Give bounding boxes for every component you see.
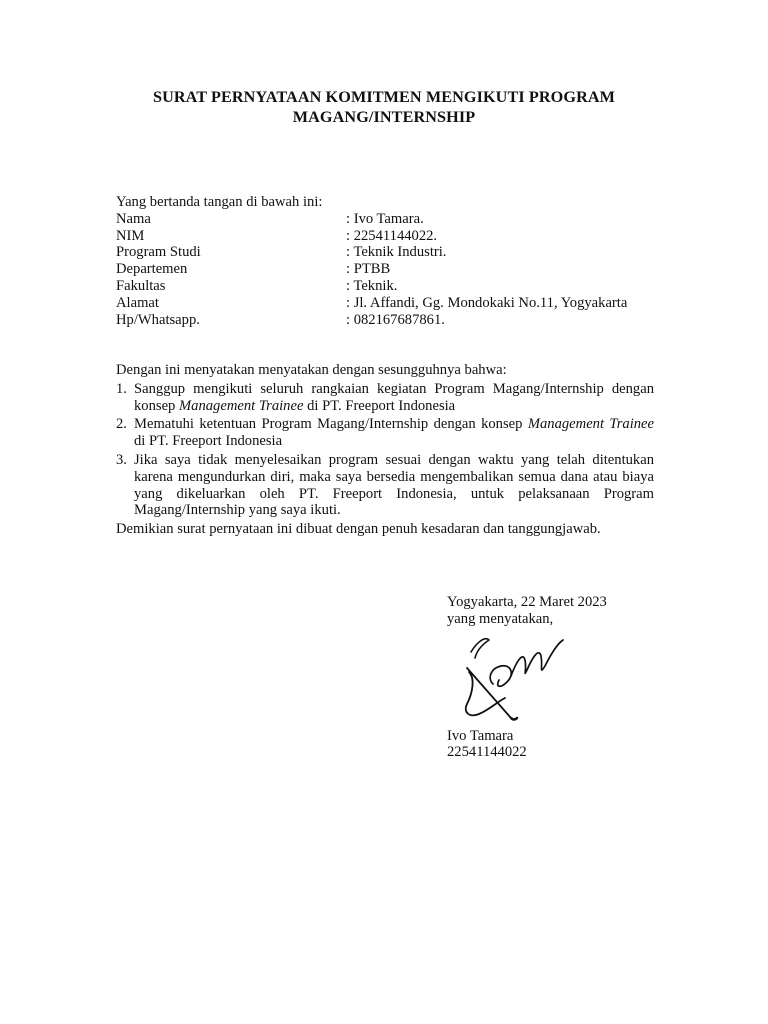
signature-place-date: Yogyakarta, 22 Maret 2023: [447, 594, 607, 610]
identity-label: NIM: [116, 227, 145, 244]
signatory-id-number: 22541144022: [447, 744, 527, 761]
identity-section: [116, 194, 656, 328]
statement-point-emphasis: Management Trainee: [527, 416, 654, 433]
identity-value: : PTBB: [346, 261, 391, 278]
identity-row-nim: [116, 228, 656, 245]
identity-label: Fakultas: [116, 277, 166, 294]
identity-row-name: [116, 211, 656, 228]
signature-block: [447, 594, 687, 761]
identity-intro: Yang bertanda tangan di bawah ini:: [116, 194, 323, 210]
letter-title-line-1: SURAT PERNYATAAN KOMITMEN MENGIKUTI PROGRAM: [152, 88, 616, 106]
statement-point: [116, 452, 654, 519]
identity-value: : Teknik Industri.: [346, 244, 447, 261]
statement-point: [116, 416, 654, 450]
letter-title: [100, 88, 668, 127]
letter-title-line-2: MAGANG/INTERNSHIP: [292, 107, 476, 126]
identity-label: Program Studi: [116, 244, 201, 261]
identity-value: : Ivo Tamara.: [346, 210, 424, 227]
identity-label: Departemen: [116, 261, 188, 278]
identity-label: Alamat: [116, 294, 159, 311]
statement-point-number: 2.: [116, 416, 127, 433]
statement-closing: Demikian surat pernyataan ini dibuat dengan penuh kesadaran dan tanggungjawab.: [116, 521, 601, 538]
identity-label: Hp/Whatsapp.: [116, 311, 200, 328]
identity-row-program-studi: [116, 244, 656, 261]
handwritten-signature: [453, 630, 577, 726]
statement-point-emphasis: Management Trainee: [179, 397, 304, 414]
statement-point-text-end: di PT. Freeport Indonesia: [303, 397, 456, 414]
identity-label: Nama: [116, 210, 151, 227]
identity-value: : Jl. Affandi, Gg. Mondokaki No.11, Yogyakarta: [346, 294, 628, 311]
identity-row-alamat: [116, 295, 656, 312]
signatory-name: Ivo Tamara: [447, 727, 514, 744]
identity-value: : Teknik.: [346, 277, 398, 294]
statement-section: [116, 362, 654, 538]
statement-point-text-end: di PT. Freeport Indonesia: [134, 433, 283, 450]
identity-row-fakultas: [116, 278, 656, 295]
statement-lead: Dengan ini menyatakan menyatakan dengan sesungguhnya bahwa:: [116, 362, 507, 378]
signature-declarant-label: yang menyatakan,: [447, 610, 554, 627]
statement-point-text: Mematuhi ketentuan Program Magang/Internship dengan konsep: [134, 416, 528, 433]
statement-point: [116, 381, 654, 415]
identity-row-whatsapp: [116, 312, 656, 329]
statement-point-number: 1.: [116, 380, 127, 397]
identity-value: : 22541144022.: [346, 227, 438, 244]
identity-row-departemen: [116, 261, 656, 278]
identity-value: : 082167687861.: [346, 311, 445, 328]
statement-points-list: [116, 381, 654, 519]
statement-point-text: Sanggup mengikuti seluruh rangkaian kegiatan Program Magang/Internship dengan konsep: [134, 380, 654, 414]
statement-point-text: Jika saya tidak menyelesaikan program sesuai dengan waktu yang telah ditentukan karena mengundurkan diri, maka saya bersedia mengembalikan semua dana atau biaya yang dikeluarkan oleh PT. Freeport Indonesia, untuk pelaksanaan Program Magang/Internship yang saya ikuti.: [134, 451, 654, 519]
statement-point-number: 3.: [116, 451, 127, 468]
